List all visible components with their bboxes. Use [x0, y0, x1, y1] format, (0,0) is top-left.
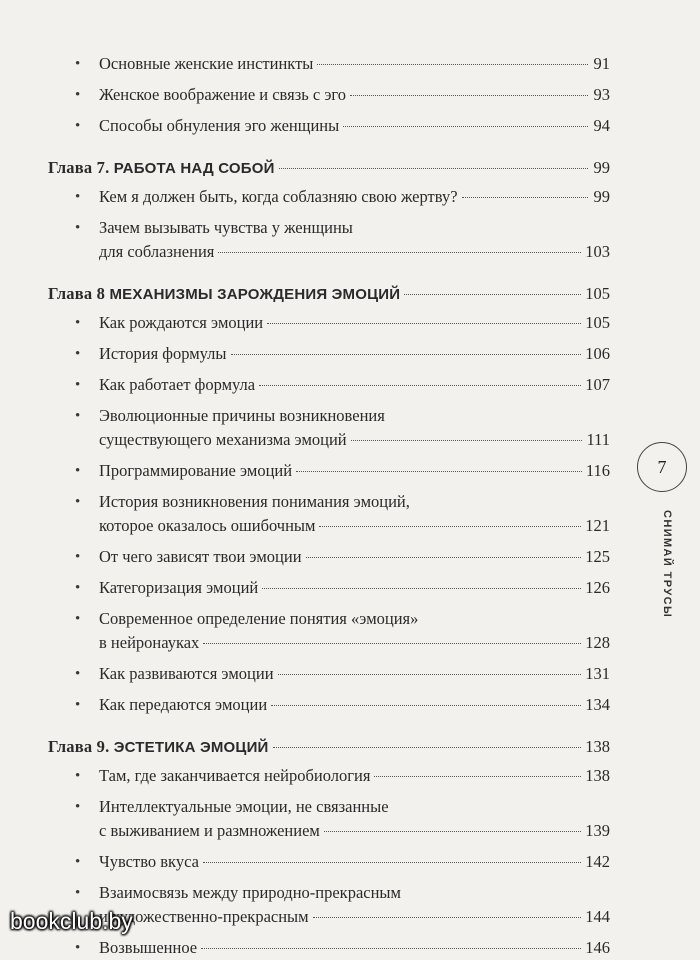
dot-leader [231, 354, 582, 355]
toc-item-text: Кем я должен быть, когда соблазняю свою жертву? [99, 187, 458, 206]
dot-leader [203, 862, 581, 863]
toc-item-text: От чего зависят твои эмоции [99, 547, 302, 566]
toc-page-number: 91 [593, 54, 610, 73]
toc-item-text: Зачем вызывать чувства у женщины [99, 218, 353, 237]
toc-item-text: Основные женские инстинкты [99, 54, 314, 73]
toc-item-text: Способы обнуления эго женщины [99, 116, 340, 135]
toc-page-number: 99 [593, 187, 610, 206]
bullet-icon: • [75, 799, 81, 815]
bullet-icon: • [75, 377, 81, 393]
dot-leader [267, 323, 581, 324]
dot-leader [296, 471, 582, 472]
toc-item [48, 83, 610, 107]
toc-item-text: Женское воображение и связь с эго [99, 85, 347, 104]
dot-leader [374, 776, 581, 777]
toc-item-text: Чувство вкуса [99, 852, 199, 871]
toc-page-number: 139 [585, 821, 610, 840]
bullet-icon: • [75, 494, 81, 510]
toc-item [48, 693, 610, 717]
dot-leader [259, 385, 581, 386]
toc-chapter [48, 156, 610, 181]
dot-leader [317, 64, 588, 65]
toc-item-text: Там, где заканчивается нейробиология [99, 766, 371, 785]
toc-item-text: в нейронауках [99, 633, 200, 652]
toc-item [48, 607, 610, 655]
toc-item-text: Как работает формула [99, 375, 256, 394]
bullet-icon: • [75, 697, 81, 713]
toc-item-text: которое оказалось ошибочным [99, 516, 316, 535]
dot-leader [313, 917, 582, 918]
chapter-prefix: Глава 9. [48, 737, 110, 756]
bullet-icon: • [75, 87, 81, 103]
running-title: СНИМАЙ ТРУСЫ [661, 510, 673, 619]
toc-chapter [48, 282, 610, 307]
toc-page-number: 142 [585, 852, 610, 871]
toc-page-number: 138 [585, 766, 610, 785]
toc-page-number: 111 [586, 430, 610, 449]
bullet-icon: • [75, 118, 81, 134]
toc-page-number: 134 [585, 695, 610, 714]
toc-item-text: История формулы [99, 344, 227, 363]
chapter-prefix: Глава 8 [48, 284, 106, 303]
toc-chapter [48, 735, 610, 760]
bullet-icon: • [75, 549, 81, 565]
toc-item [48, 373, 610, 397]
dot-leader [278, 674, 582, 675]
page-number [637, 442, 687, 492]
toc-item [48, 936, 610, 960]
dot-leader [218, 252, 581, 253]
bullet-icon: • [75, 346, 81, 362]
toc-item [48, 795, 610, 843]
toc-item [48, 459, 610, 483]
dot-leader [203, 643, 581, 644]
dot-leader [404, 294, 581, 295]
bullet-icon: • [75, 580, 81, 596]
chapter-name: ЭСТЕТИКА ЭМОЦИЙ [113, 739, 269, 756]
toc-item-text: существующего механизма эмоций [99, 430, 347, 449]
chapter-title [48, 282, 400, 307]
toc-item [48, 185, 610, 209]
toc-item [48, 311, 610, 335]
toc-item-text: Возвышенное [99, 938, 198, 957]
bullet-icon: • [75, 56, 81, 72]
chapter-title [48, 156, 275, 181]
watermark: bookclub.by [10, 908, 133, 934]
toc-page-number: 103 [585, 242, 610, 261]
toc-item [48, 576, 610, 600]
dot-leader [324, 831, 581, 832]
dot-leader [271, 705, 581, 706]
chapter-name: РАБОТА НАД СОБОЙ [113, 160, 275, 177]
toc-item-text: История возникновения понимания эмоций, [99, 492, 410, 511]
toc-item-text: Интеллектуальные эмоции, не связанные [99, 797, 389, 816]
bullet-icon: • [75, 463, 81, 479]
toc-item [48, 764, 610, 788]
dot-leader [351, 440, 583, 441]
toc-page-number: 146 [585, 938, 610, 957]
toc-item-text: и художественно-прекрасным [99, 907, 309, 926]
toc-page-number: 121 [585, 516, 610, 535]
bullet-icon: • [75, 611, 81, 627]
toc-item [48, 545, 610, 569]
toc-item-text: для соблазнения [99, 242, 215, 261]
dot-leader [306, 557, 582, 558]
toc-item [48, 114, 610, 138]
toc-page-number: 116 [585, 461, 610, 480]
toc-page-number: 125 [585, 547, 610, 566]
dot-leader [201, 948, 581, 949]
toc-page-number: 144 [585, 907, 610, 926]
chapter-page-number: 105 [585, 284, 610, 303]
bullet-icon: • [75, 189, 81, 205]
chapter-prefix: Глава 7. [48, 158, 110, 177]
toc-page-number: 131 [585, 664, 610, 683]
toc-item-text: Как рождаются эмоции [99, 313, 264, 332]
page-number-text: 7 [657, 456, 667, 477]
toc-item-text: Взаимосвязь между природно-прекрасным [99, 883, 401, 902]
bullet-icon: • [75, 220, 81, 236]
bullet-icon: • [75, 666, 81, 682]
toc-item-text: Современное определение понятия «эмоция» [99, 609, 419, 628]
toc-item [48, 850, 610, 874]
toc-item-text: Программирование эмоций [99, 461, 293, 480]
bullet-icon: • [75, 408, 81, 424]
toc-item [48, 216, 610, 264]
toc-page-number: 107 [585, 375, 610, 394]
toc-page-number: 128 [585, 633, 610, 652]
toc-item-text: Как передаются эмоции [99, 695, 268, 714]
toc-item-text: Категоризация эмоций [99, 578, 259, 597]
dot-leader [262, 588, 581, 589]
toc-page-number: 93 [593, 85, 610, 104]
bullet-icon: • [75, 315, 81, 331]
toc-page-number: 94 [593, 116, 610, 135]
bullet-icon: • [75, 885, 81, 901]
chapter-name: МЕХАНИЗМЫ ЗАРОЖДЕНИЯ ЭМОЦИЙ [109, 286, 401, 303]
toc-item [48, 662, 610, 686]
chapter-page-number: 138 [585, 737, 610, 756]
bullet-icon: • [75, 854, 81, 870]
toc-page-number: 126 [585, 578, 610, 597]
toc-item-text: Как развиваются эмоции [99, 664, 274, 683]
dot-leader [343, 126, 588, 127]
bullet-icon: • [75, 768, 81, 784]
toc-item [48, 342, 610, 366]
toc-item [48, 490, 610, 538]
chapter-page-number: 99 [593, 158, 610, 177]
toc-page-number: 105 [585, 313, 610, 332]
toc-item-text: с выживанием и размножением [99, 821, 320, 840]
toc-page-number: 106 [585, 344, 610, 363]
chapter-title [48, 735, 269, 760]
bullet-icon: • [75, 940, 81, 956]
toc-item [48, 404, 610, 452]
toc-item-text: Эволюционные причины возникновения [99, 406, 385, 425]
dot-leader [279, 168, 588, 169]
dot-leader [319, 526, 581, 527]
toc-item [48, 52, 610, 76]
table-of-contents [48, 52, 610, 960]
dot-leader [273, 747, 582, 748]
dot-leader [350, 95, 588, 96]
dot-leader [462, 197, 588, 198]
